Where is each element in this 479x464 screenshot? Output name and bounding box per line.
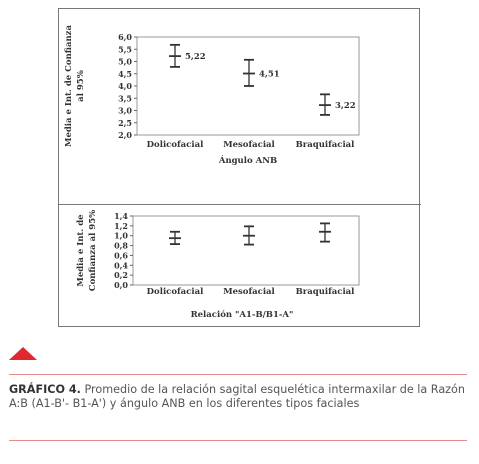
ratio-y-tick-label: 0,0 bbox=[114, 280, 128, 290]
anb-x-tick-label: Braquifacial bbox=[295, 140, 355, 150]
ratio-y-tick-label: 0,4 bbox=[114, 260, 128, 271]
anb-y-tick-label: 3,5 bbox=[118, 93, 132, 104]
anb-y-tick-label: 2,5 bbox=[118, 117, 132, 128]
anb-y-tick-label: 2,0 bbox=[118, 130, 132, 140]
anb-y-tick-label: 5,5 bbox=[118, 44, 132, 55]
ratio-y-tick-label: 0,2 bbox=[114, 270, 128, 281]
anb-y-axis-label: Media e Int. de Confianza bbox=[64, 25, 74, 147]
ratio-y-axis-label: Media e Int. de bbox=[76, 214, 86, 287]
ratio-y-tick-label: 1,2 bbox=[114, 220, 128, 231]
anb-y-tick-label: 4,0 bbox=[118, 81, 132, 91]
figure-panel bbox=[58, 8, 420, 327]
caption-label: GRÁFICO 4. bbox=[9, 383, 81, 396]
anb-y-tick-label: 3,0 bbox=[118, 105, 132, 116]
ratio-y-axis-label: Confianza al 95% bbox=[88, 209, 98, 292]
anb-x-axis-label: Ángulo ANB bbox=[218, 156, 278, 166]
ratio-y-tick-label: 1,0 bbox=[114, 230, 128, 241]
red-triangle-marker bbox=[9, 347, 37, 360]
figure-caption bbox=[9, 383, 467, 411]
anb-y-axis-label: al 95% bbox=[76, 70, 86, 102]
anb-y-tick-label: 4,5 bbox=[118, 68, 132, 79]
anb-value-label: 5,22 bbox=[185, 52, 206, 63]
chart-svg bbox=[59, 9, 421, 328]
ratio-y-tick-label: 0,8 bbox=[114, 240, 128, 251]
ratio-y-tick-label: 0,6 bbox=[114, 250, 128, 261]
ratio-y-tick-label: 1,4 bbox=[114, 211, 128, 221]
anb-value-label: 4,51 bbox=[259, 69, 280, 80]
ratio-x-tick-label: Mesofacial bbox=[223, 287, 275, 297]
anb-x-tick-label: Mesofacial bbox=[223, 140, 275, 150]
ratio-x-axis-label: Relación "A1-B/B1-A" bbox=[190, 310, 294, 320]
anb-value-label: 3,22 bbox=[335, 101, 356, 112]
anb-x-tick-label: Dolicofacial bbox=[146, 140, 204, 150]
caption-text: Promedio de la relación sagital esquelética intermaxilar de la Razón A:B (A1-B'- B1-A') y ángulo ANB en los diferentes tipos faciales bbox=[9, 383, 465, 410]
anb-y-tick-label: 6,0 bbox=[118, 32, 132, 42]
ratio-x-tick-label: Dolicofacial bbox=[146, 287, 204, 297]
ratio-x-tick-label: Braquifacial bbox=[295, 287, 355, 297]
caption-bottom-rule bbox=[9, 440, 467, 441]
anb-y-tick-label: 5,0 bbox=[118, 56, 132, 67]
caption-top-rule bbox=[9, 374, 467, 375]
